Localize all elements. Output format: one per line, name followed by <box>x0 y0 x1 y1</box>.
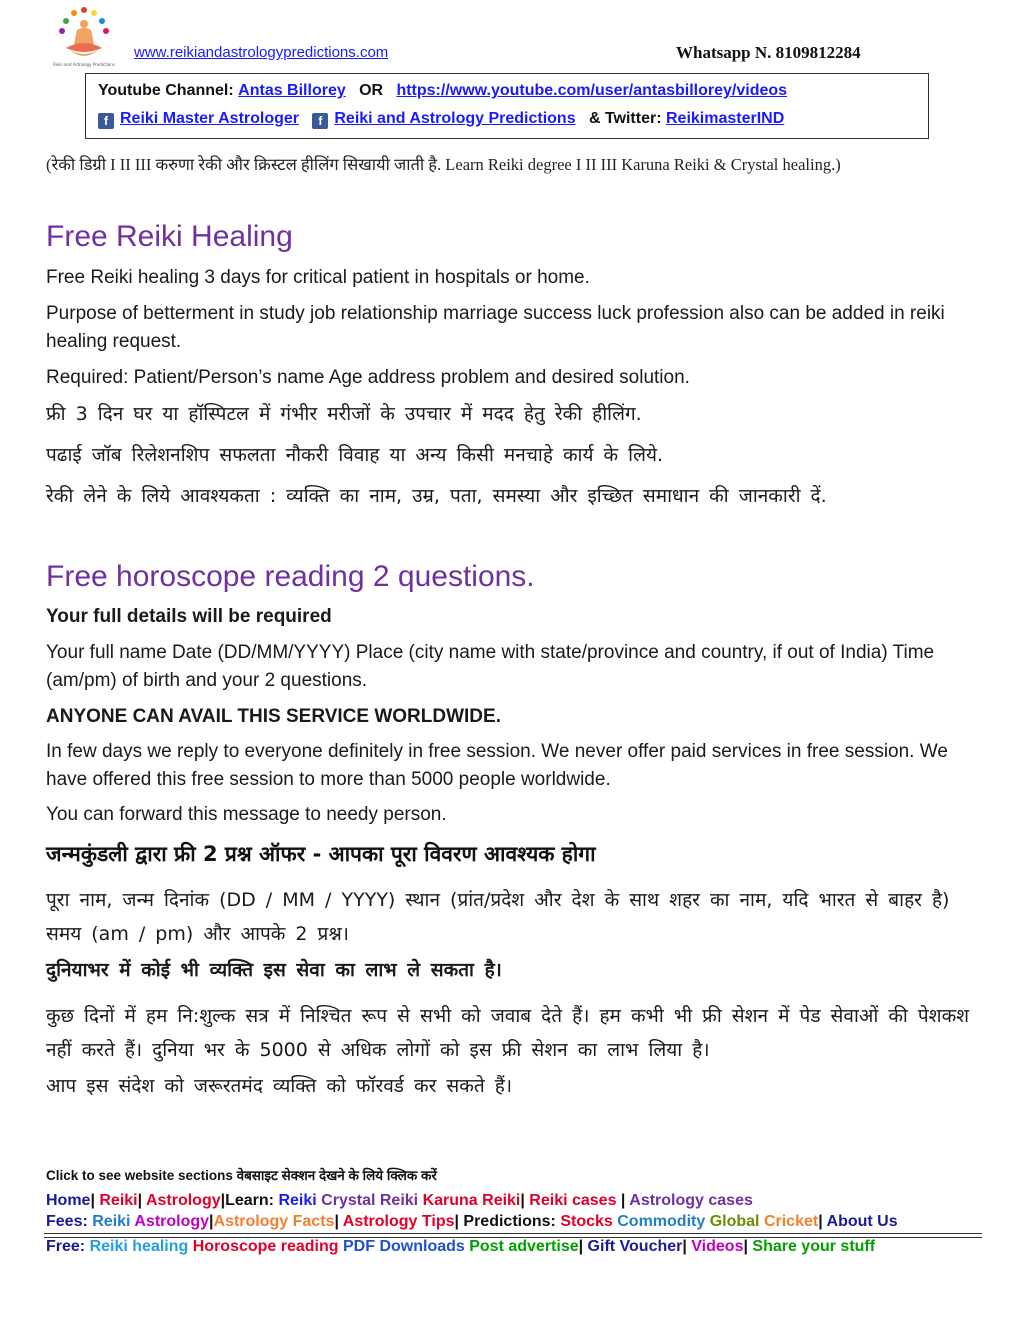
nav-home[interactable]: Home <box>46 1192 91 1209</box>
horoscope-hindi-3: कुछ दिनों में हम नि:शुल्क सत्र में निश्चित रूप से सभी को जवाब देते हैं। हम कभी भी फ्री सेशन में पेड सेवाओं की पेशकश नहीं करते हैं। दुनिया भर के 5000 से अधिक लोगों को इस फ्री सेशन का लाभ लिया है। <box>46 1005 970 1061</box>
nav-horoscope-reading[interactable]: Horoscope reading <box>192 1238 339 1255</box>
social-links-box <box>85 73 929 139</box>
nav-predictions-label: Predictions: <box>463 1213 556 1230</box>
footer-nav-row-2: Fees: Reiki Astrology|Astrology Facts| Astrology Tips| Predictions: Stocks Commodity Global Cricket| About Us <box>46 1213 898 1230</box>
nav-cricket[interactable]: Cricket <box>763 1213 819 1230</box>
nav-learn-reiki[interactable]: Reiki <box>278 1192 317 1209</box>
horoscope-worldwide-note: ANYONE CAN AVAIL THIS SERVICE WORLDWIDE. <box>46 706 501 727</box>
horoscope-hindi-1: पूरा नाम, जन्म दिनांक (DD / MM / YYYY) स्थान (प्रांत/प्रदेश और देश के साथ शहर का नाम, यदि भारत से बाहर है) समय (am / pm) और आपके 2 प्रश्न। <box>46 889 950 945</box>
horoscope-paragraph-1: Your full name Date (DD/MM/YYYY) Place (city name with state/province and country, if out of India) Time (am/pm) of birth and your 2 questions. <box>46 642 935 691</box>
twitter-label: & Twitter: <box>588 110 662 127</box>
nav-share-your-stuff[interactable]: Share your stuff <box>752 1238 876 1255</box>
degree-line: (रेकी डिग्री I II III करुणा रेकी और क्रिस्टल हीलिंग सिखायी जाती है. Learn Reiki degree I II III Karuna Reiki & Crystal healing.) <box>46 155 841 174</box>
nav-astrology[interactable]: Astrology <box>145 1192 221 1209</box>
nav-fees-astrology[interactable]: Astrology <box>134 1213 210 1230</box>
twitter-link[interactable]: ReikimasterIND <box>665 110 785 127</box>
nav-karuna-reiki[interactable]: Karuna Reiki <box>422 1192 521 1209</box>
nav-commodity[interactable]: Commodity <box>617 1213 706 1230</box>
facebook-icon[interactable]: f <box>312 113 328 129</box>
footer-intro <box>46 1166 437 1184</box>
nav-astrology-facts[interactable]: Astrology Facts <box>213 1213 335 1230</box>
reiki-hindi-3: रेकी लेने के लिये आवश्यकता : व्यक्ति का नाम, उम्र, पता, समस्या और इच्छित समाधान की जानकारी दें. <box>46 485 827 507</box>
nav-reiki-healing[interactable]: Reiki healing <box>89 1238 189 1255</box>
footer-divider-top <box>44 1233 982 1234</box>
or-label: OR <box>359 82 384 99</box>
youtube-line <box>98 82 787 100</box>
nav-fees-label: Fees: <box>46 1213 88 1230</box>
footer-intro-en: Click to see website sections <box>46 1168 233 1183</box>
footer-intro-hi: वेबसाइट सेक्शन देखने के लिये क्लिक करें <box>236 1168 437 1183</box>
svg-text:Reiki and Astrology Prediction: Reiki and Astrology Predictions <box>53 62 115 67</box>
youtube-label: Youtube Channel: <box>98 82 234 99</box>
nav-stocks[interactable]: Stocks <box>560 1213 613 1230</box>
reiki-hindi-2: पढाई जॉब रिलेशनशिप सफलता नौकरी विवाह या अन्य किसी मनचाहे कार्य के लिये. <box>46 444 664 466</box>
footer-nav-row-3: Free: Reiki healing Horoscope reading PDF Downloads Post advertise| Gift Voucher| Videos| Share your stuff <box>46 1238 876 1255</box>
facebook-page-2-link[interactable]: Reiki and Astrology Predictions <box>334 110 576 127</box>
reiki-hindi-1: फ्री 3 दिन घर या हॉस्पिटल में गंभीर मरीजों के उपचार में मदद हेतु रेकी हीलिंग. <box>46 403 642 425</box>
horoscope-paragraph-4: You can forward this message to needy person. <box>46 804 447 825</box>
horoscope-subheading: Your full details will be required <box>46 606 332 627</box>
horoscope-hindi-4: आप इस संदेश को जरूरतमंद व्यक्ति को फॉरवर्ड कर सकते हैं। <box>46 1075 513 1097</box>
nav-astrology-cases[interactable]: Astrology cases <box>629 1192 753 1209</box>
horoscope-hindi-2: दुनियाभर में कोई भी व्यक्ति इस सेवा का लाभ ले सकता है। <box>46 959 502 981</box>
facebook-page-1-link[interactable]: Reiki Master Astrologer <box>120 110 300 127</box>
nav-fees-reiki[interactable]: Reiki <box>92 1213 131 1230</box>
reiki-paragraph-2: Purpose of betterment in study job relationship marriage success luck profession also can be added in reiki healing request. <box>46 303 945 352</box>
nav-videos[interactable]: Videos <box>691 1238 744 1255</box>
youtube-url-link[interactable]: https://www.youtube.com/user/antasbillorey/videos <box>396 82 788 99</box>
nav-reiki[interactable]: Reiki <box>99 1192 138 1209</box>
horoscope-paragraph-3: In few days we reply to everyone definitely in free session. We never offer paid services in free session. We have offered this free session to more than 5000 people worldwide. <box>46 741 948 790</box>
nav-astrology-tips[interactable]: Astrology Tips <box>342 1213 455 1230</box>
horoscope-hindi-heading: जन्मकुंडली द्वारा फ्री 2 प्रश्न ऑफर - आपका पूरा विवरण आवश्यक होगा <box>46 842 596 866</box>
reiki-paragraph-1: Free Reiki healing 3 days for critical patient in hospitals or home. <box>46 267 590 288</box>
nav-free-label: Free: <box>46 1238 86 1255</box>
nav-gift-voucher[interactable]: Gift Voucher <box>587 1238 683 1255</box>
whatsapp-number: Whatsapp N. 8109812284 <box>676 43 861 62</box>
facebook-twitter-line <box>98 110 784 129</box>
footer-nav-row-1: Home| Reiki| Astrology|Learn: Reiki Crystal Reiki Karuna Reiki| Reiki cases | Astrology cases <box>46 1192 753 1209</box>
meditation-logo-icon <box>44 4 124 68</box>
website-link[interactable]: www.reikiandastrologypredictions.com <box>134 44 389 61</box>
nav-reiki-cases[interactable]: Reiki cases <box>529 1192 617 1209</box>
nav-global[interactable]: Global <box>709 1213 760 1230</box>
reiki-section-title: Free Reiki Healing <box>46 220 293 253</box>
nav-crystal-reiki[interactable]: Crystal Reiki <box>321 1192 419 1209</box>
facebook-icon[interactable]: f <box>98 113 114 129</box>
nav-learn-label: Learn: <box>225 1192 275 1209</box>
site-logo <box>44 4 124 68</box>
nav-pdf-downloads[interactable]: PDF Downloads <box>343 1238 465 1255</box>
nav-post-advertise[interactable]: Post advertise <box>469 1238 579 1255</box>
youtube-channel-link[interactable]: Antas Billorey <box>238 82 346 99</box>
nav-about-us[interactable]: About Us <box>826 1213 898 1230</box>
reiki-paragraph-3: Required: Patient/Person’s name Age address problem and desired solution. <box>46 367 690 388</box>
horoscope-section-title: Free horoscope reading 2 questions. <box>46 560 535 593</box>
